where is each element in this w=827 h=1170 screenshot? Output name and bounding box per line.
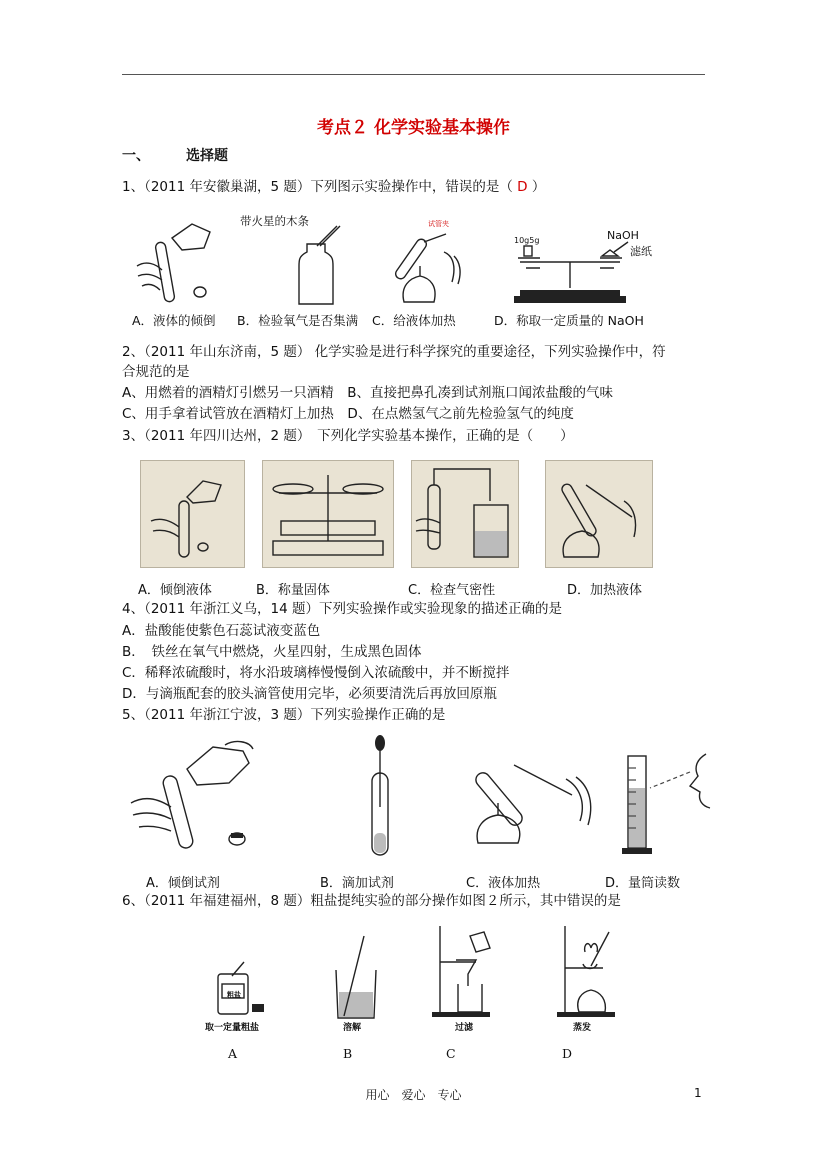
- q5-figure-c-heating: [468, 743, 598, 848]
- svg-text:试管夹: 试管夹: [428, 220, 449, 228]
- q1-figure-a-pouring: [132, 214, 222, 304]
- q2-options-ab: A、用燃着的酒精灯引燃另一只酒精 B、直接把鼻孔凑到试剂瓶口闻浓盐酸的气味: [122, 385, 613, 401]
- q5-caption-d: D．量筒读数: [605, 876, 681, 891]
- q6-label-b: 溶解: [343, 1023, 362, 1033]
- q6-figure-a-salt: [210, 960, 272, 1016]
- section-heading: [122, 145, 228, 165]
- q2-stem-line2: 合规范的是: [122, 364, 190, 380]
- q6-label-c: 过滤: [455, 1023, 474, 1033]
- q1-paper-label: 滤纸: [630, 245, 652, 258]
- q3-caption-d: D．加热液体: [567, 583, 643, 598]
- q6-jar-label: 粗盐: [227, 991, 241, 999]
- q6-figure-c-filter: [428, 922, 498, 1018]
- q4-stem: 4、（2011 年浙江义乌，14 题）下列实验操作或实验现象的描述正确的是: [122, 601, 562, 617]
- q5-stem: 5、（2011 年浙江宁波，3 题）下列实验操作正确的是: [122, 707, 446, 723]
- q6-label-a: 取一定量粗盐: [205, 1023, 260, 1033]
- page-title: 考点２ 化学实验基本操作: [317, 118, 510, 138]
- q3-stem: 3、（2011 年四川达州，2 题） 下列化学实验基本操作，正确的是（ ）: [122, 428, 574, 444]
- q2-stem-line1: 2、（2011 年山东济南，5 题） 化学实验是进行科学探究的重要途径，下列实验操作中，符: [122, 344, 666, 360]
- q5-figure-a-pouring: [125, 733, 265, 853]
- q4-option-d: D．与滴瓶配套的胶头滴管使用完毕，必须要清洗后再放回原瓶: [122, 686, 497, 702]
- q3-photo-a: [140, 460, 245, 568]
- q1-stem: [122, 178, 545, 196]
- q6-letter-b: B: [343, 1046, 353, 1061]
- q6-letter-c: C: [446, 1046, 456, 1061]
- q6-letter-d: D: [562, 1046, 573, 1061]
- q5-caption-b: B．滴加试剂: [320, 876, 394, 891]
- q1-caption-d: D．称取一定质量的 NaOH: [494, 313, 644, 328]
- q4-option-a: A．盐酸能使紫色石蕊试液变蓝色: [122, 623, 321, 639]
- section-title: 选择题: [186, 148, 228, 164]
- q5-caption-c: C．液体加热: [466, 876, 541, 891]
- q4-option-c: C．稀释浓硫酸时，将水沿玻璃棒慢慢倒入浓硫酸中，并不断搅拌: [122, 665, 510, 681]
- q1-answer: D: [517, 179, 528, 195]
- q1-weights-label: 10g5g: [514, 236, 540, 245]
- q6-letter-a: A: [228, 1046, 238, 1061]
- q4-option-b: B． 铁丝在氧气中燃烧，火星四射，生成黑色固体: [122, 644, 422, 660]
- q5-figure-b-dropper: [355, 733, 405, 858]
- q6-stem: 6、（2011 年福建福州，8 题）粗盐提纯实验的部分操作如图２所示，其中错误的是: [122, 893, 621, 909]
- q1-caption-c: C．给液体加热: [372, 313, 456, 328]
- section-number: 一、: [122, 148, 150, 164]
- page-number: 1: [694, 1086, 702, 1100]
- q2-options-cd: C、用手拿着试管放在酒精灯上加热 D、在点燃氢气之前先检验氢气的纯度: [122, 406, 574, 422]
- q6-figure-d-evaporate: [553, 922, 619, 1018]
- page-footer: 用心 爱心 专心: [365, 1088, 462, 1102]
- q5-figure-d-cylinder: [618, 748, 728, 858]
- q1-figure-b-oxygen-test: [285, 224, 355, 306]
- q6-label-d: 蒸发: [573, 1023, 592, 1033]
- q6-figure-b-dissolve: [330, 932, 382, 1020]
- q1-caption-a: A．液体的倾倒: [132, 313, 216, 328]
- q3-caption-b: B．称量固体: [256, 583, 330, 598]
- q1-splint-label: 带火星的木条: [240, 214, 309, 228]
- q5-caption-a: A．倾倒试剂: [146, 876, 220, 891]
- q1-caption-b: B．检验氧气是否集满: [237, 313, 359, 328]
- q1-figure-c-heating: [384, 216, 474, 306]
- q3-photo-b: [262, 460, 394, 568]
- q1-stem-end: ）: [531, 179, 546, 195]
- q3-photo-d: [545, 460, 653, 568]
- q3-caption-a: A．倾倒液体: [138, 583, 212, 598]
- q3-photo-c: [411, 460, 519, 568]
- q1-naoh-label: NaOH: [607, 229, 639, 242]
- header-rule: [122, 74, 705, 75]
- q1-stem-text: 1、（2011 年安徽巢湖，5 题）下列图示实验操作中，错误的是（: [122, 179, 513, 195]
- q3-caption-c: C．检查气密性: [408, 583, 496, 598]
